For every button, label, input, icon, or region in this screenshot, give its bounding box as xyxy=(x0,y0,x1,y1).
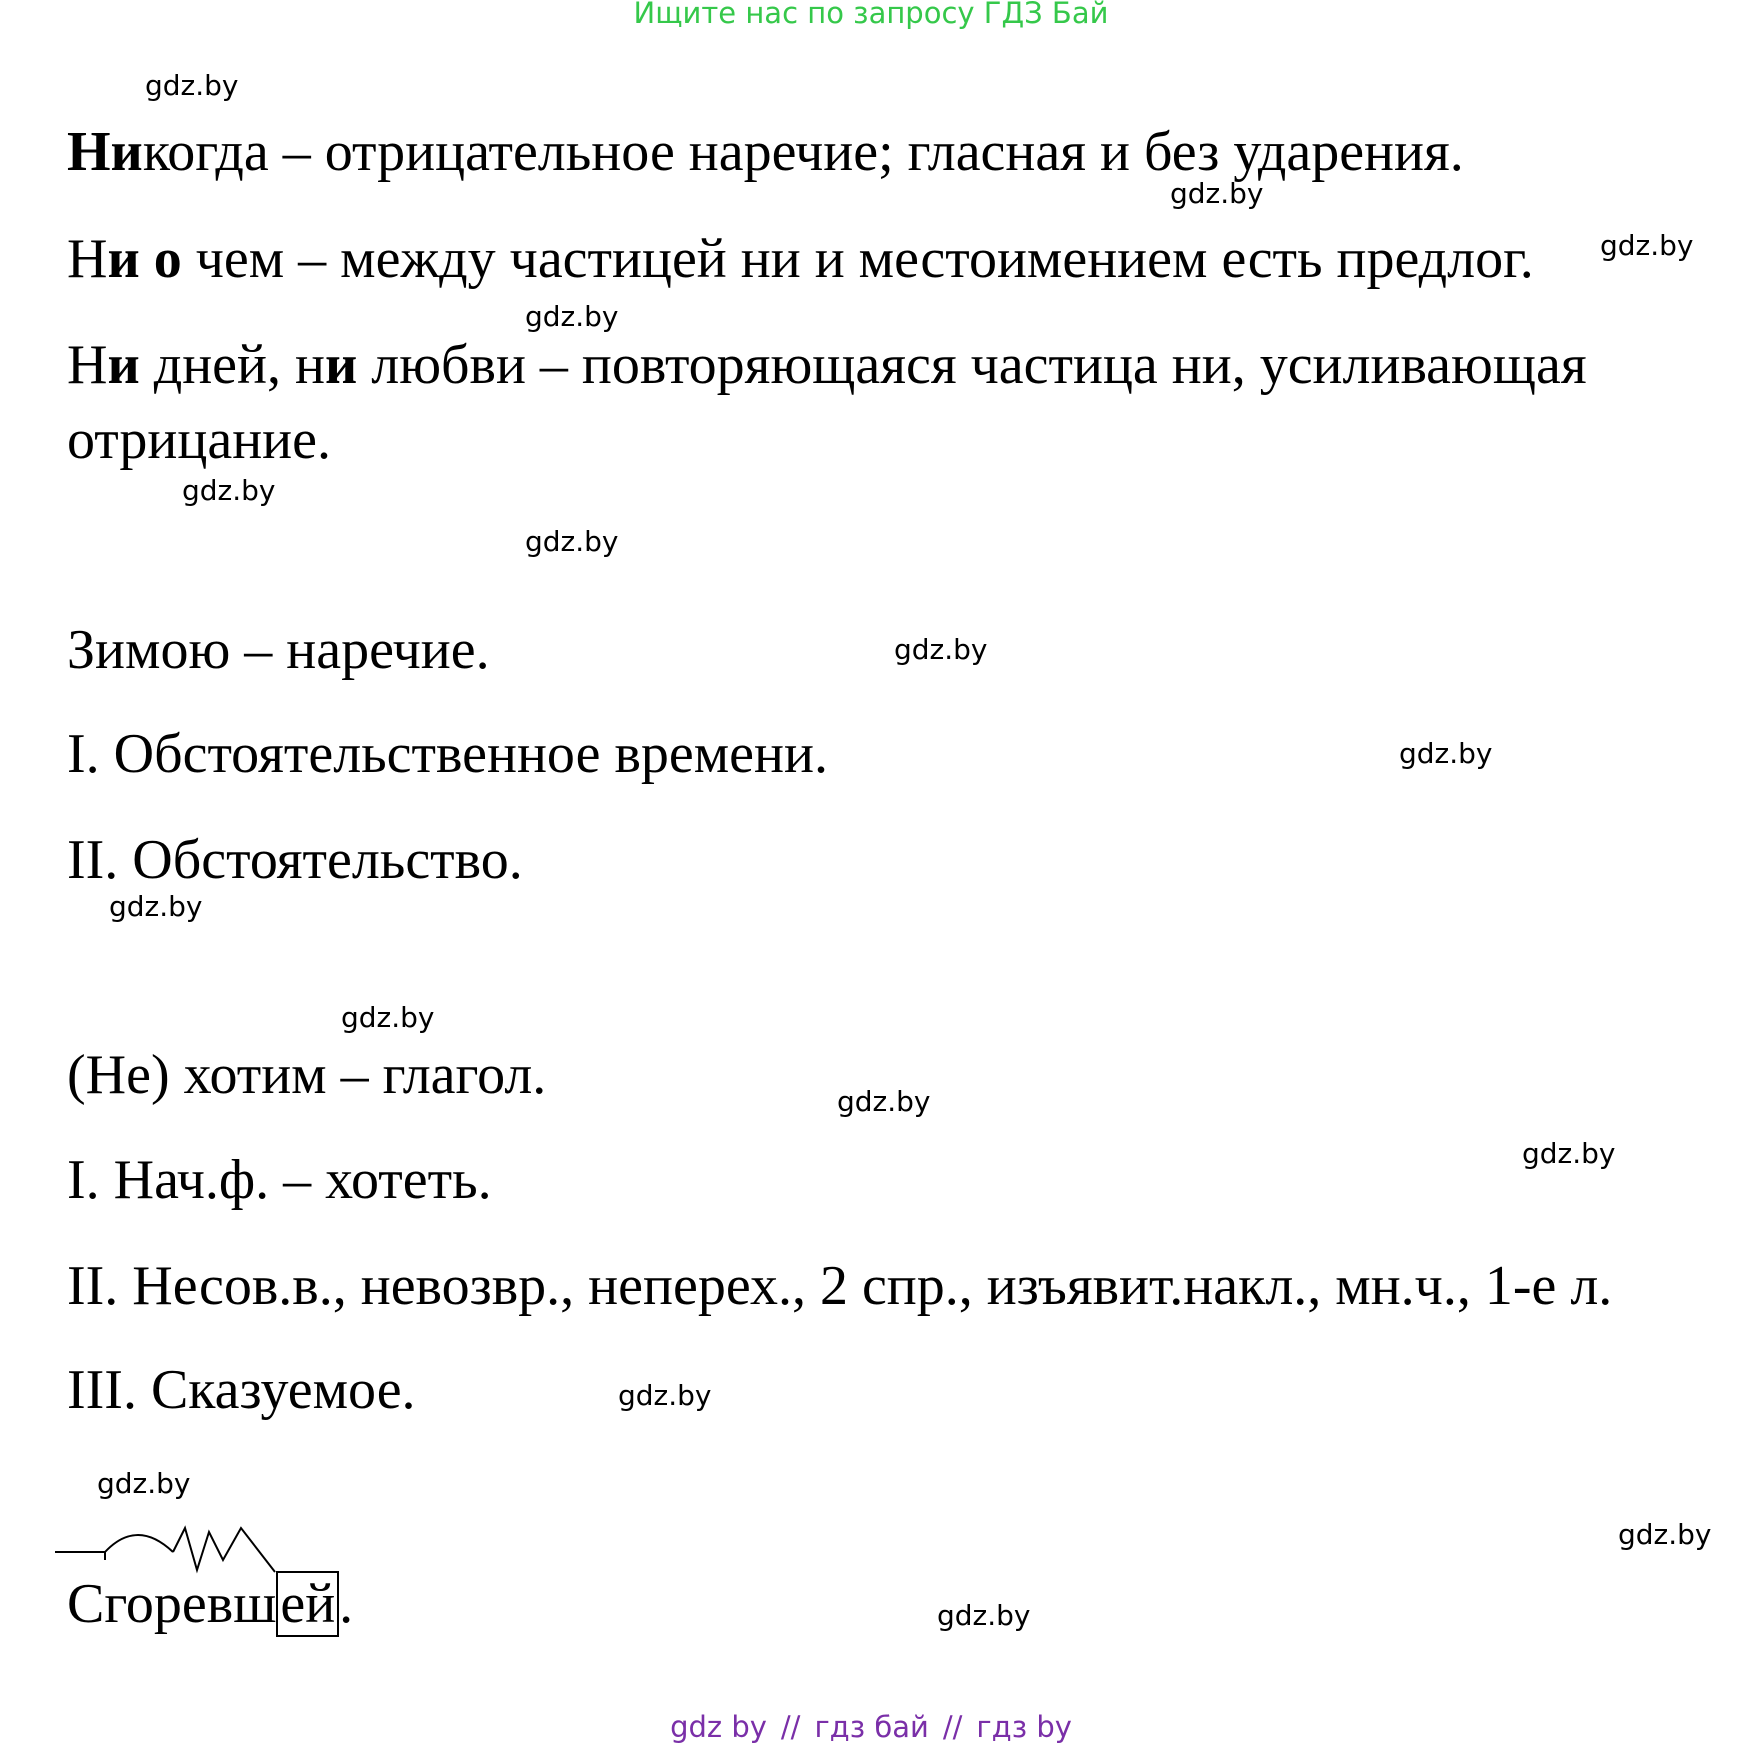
watermark: gdz.by xyxy=(1618,1518,1712,1551)
text-line-ni-o-chem xyxy=(67,228,1534,290)
footer-part: gdz by xyxy=(670,1710,767,1744)
bold-part: и о xyxy=(107,228,182,290)
suffix-mark xyxy=(173,1528,275,1572)
search-banner: Ищите нас по запросу ГДЗ Бай xyxy=(633,0,1109,30)
text-line-ne-hotim: (Не) хотим – глагол. xyxy=(67,1044,547,1106)
line-text: когда – отрицательное наречие; гласная и без ударения. xyxy=(142,121,1464,183)
watermark: gdz.by xyxy=(182,474,276,507)
watermark: gdz.by xyxy=(837,1085,931,1118)
prefix-mark xyxy=(55,1552,105,1560)
text-line-obst-vremeni: I. Обстоятельственное времени. xyxy=(67,723,828,785)
line-text: любви – повторяющаяся частица ни, усиливающая xyxy=(357,334,1587,396)
watermark: gdz.by xyxy=(1399,737,1493,770)
root-arc-mark xyxy=(105,1535,173,1552)
watermark: gdz.by xyxy=(1522,1137,1616,1170)
text-line-otricanie: отрицание. xyxy=(67,409,332,471)
bold-part: и xyxy=(107,334,140,396)
text-line-nikogda xyxy=(67,121,1464,183)
line-text: Н xyxy=(67,334,108,396)
footer-separator: // xyxy=(942,1710,963,1744)
line-text: Н xyxy=(67,228,108,290)
bold-prefix: Ни xyxy=(67,121,143,183)
watermark: gdz.by xyxy=(525,525,619,558)
watermark: gdz.by xyxy=(1600,229,1694,262)
text-line-zimoyu: Зимою – наречие. xyxy=(67,619,490,681)
line-text: дней, н xyxy=(139,334,325,396)
bold-part: и xyxy=(324,334,358,396)
footer-separator: // xyxy=(780,1710,801,1744)
watermark: gdz.by xyxy=(109,890,203,923)
watermark: gdz.by xyxy=(937,1599,1031,1632)
watermark: gdz.by xyxy=(618,1379,712,1412)
watermark: gdz.by xyxy=(97,1467,191,1500)
watermark: gdz.by xyxy=(894,633,988,666)
footer-part: гдз бай xyxy=(814,1710,929,1744)
footer-links xyxy=(0,1710,1742,1744)
text-line-sgorevshey xyxy=(67,1573,354,1635)
word-stem: Сгоревш xyxy=(67,1573,277,1635)
footer-part: гдз by xyxy=(976,1710,1072,1744)
word-structure-mark xyxy=(55,1520,295,1578)
text-line-skazuemoe: III. Сказуемое. xyxy=(67,1359,416,1421)
text-line-ni-dney xyxy=(67,334,1587,396)
text-line-morph-features: II. Несов.в., невозвр., неперех., 2 спр., изъявит.накл., мн.ч., 1-е л. xyxy=(67,1255,1613,1317)
line-text: чем – между частицей ни и местоимением есть предлог. xyxy=(181,228,1534,290)
text-line-nach-f: I. Нач.ф. – хотеть. xyxy=(67,1149,492,1211)
watermark: gdz.by xyxy=(1170,177,1264,210)
watermark: gdz.by xyxy=(525,300,619,333)
watermark: gdz.by xyxy=(145,69,239,102)
text-line-obstoyatelstvo: II. Обстоятельство. xyxy=(67,829,523,891)
watermark: gdz.by xyxy=(341,1001,435,1034)
punctuation: . xyxy=(339,1573,354,1635)
word-ending-box: ей xyxy=(276,1571,339,1637)
